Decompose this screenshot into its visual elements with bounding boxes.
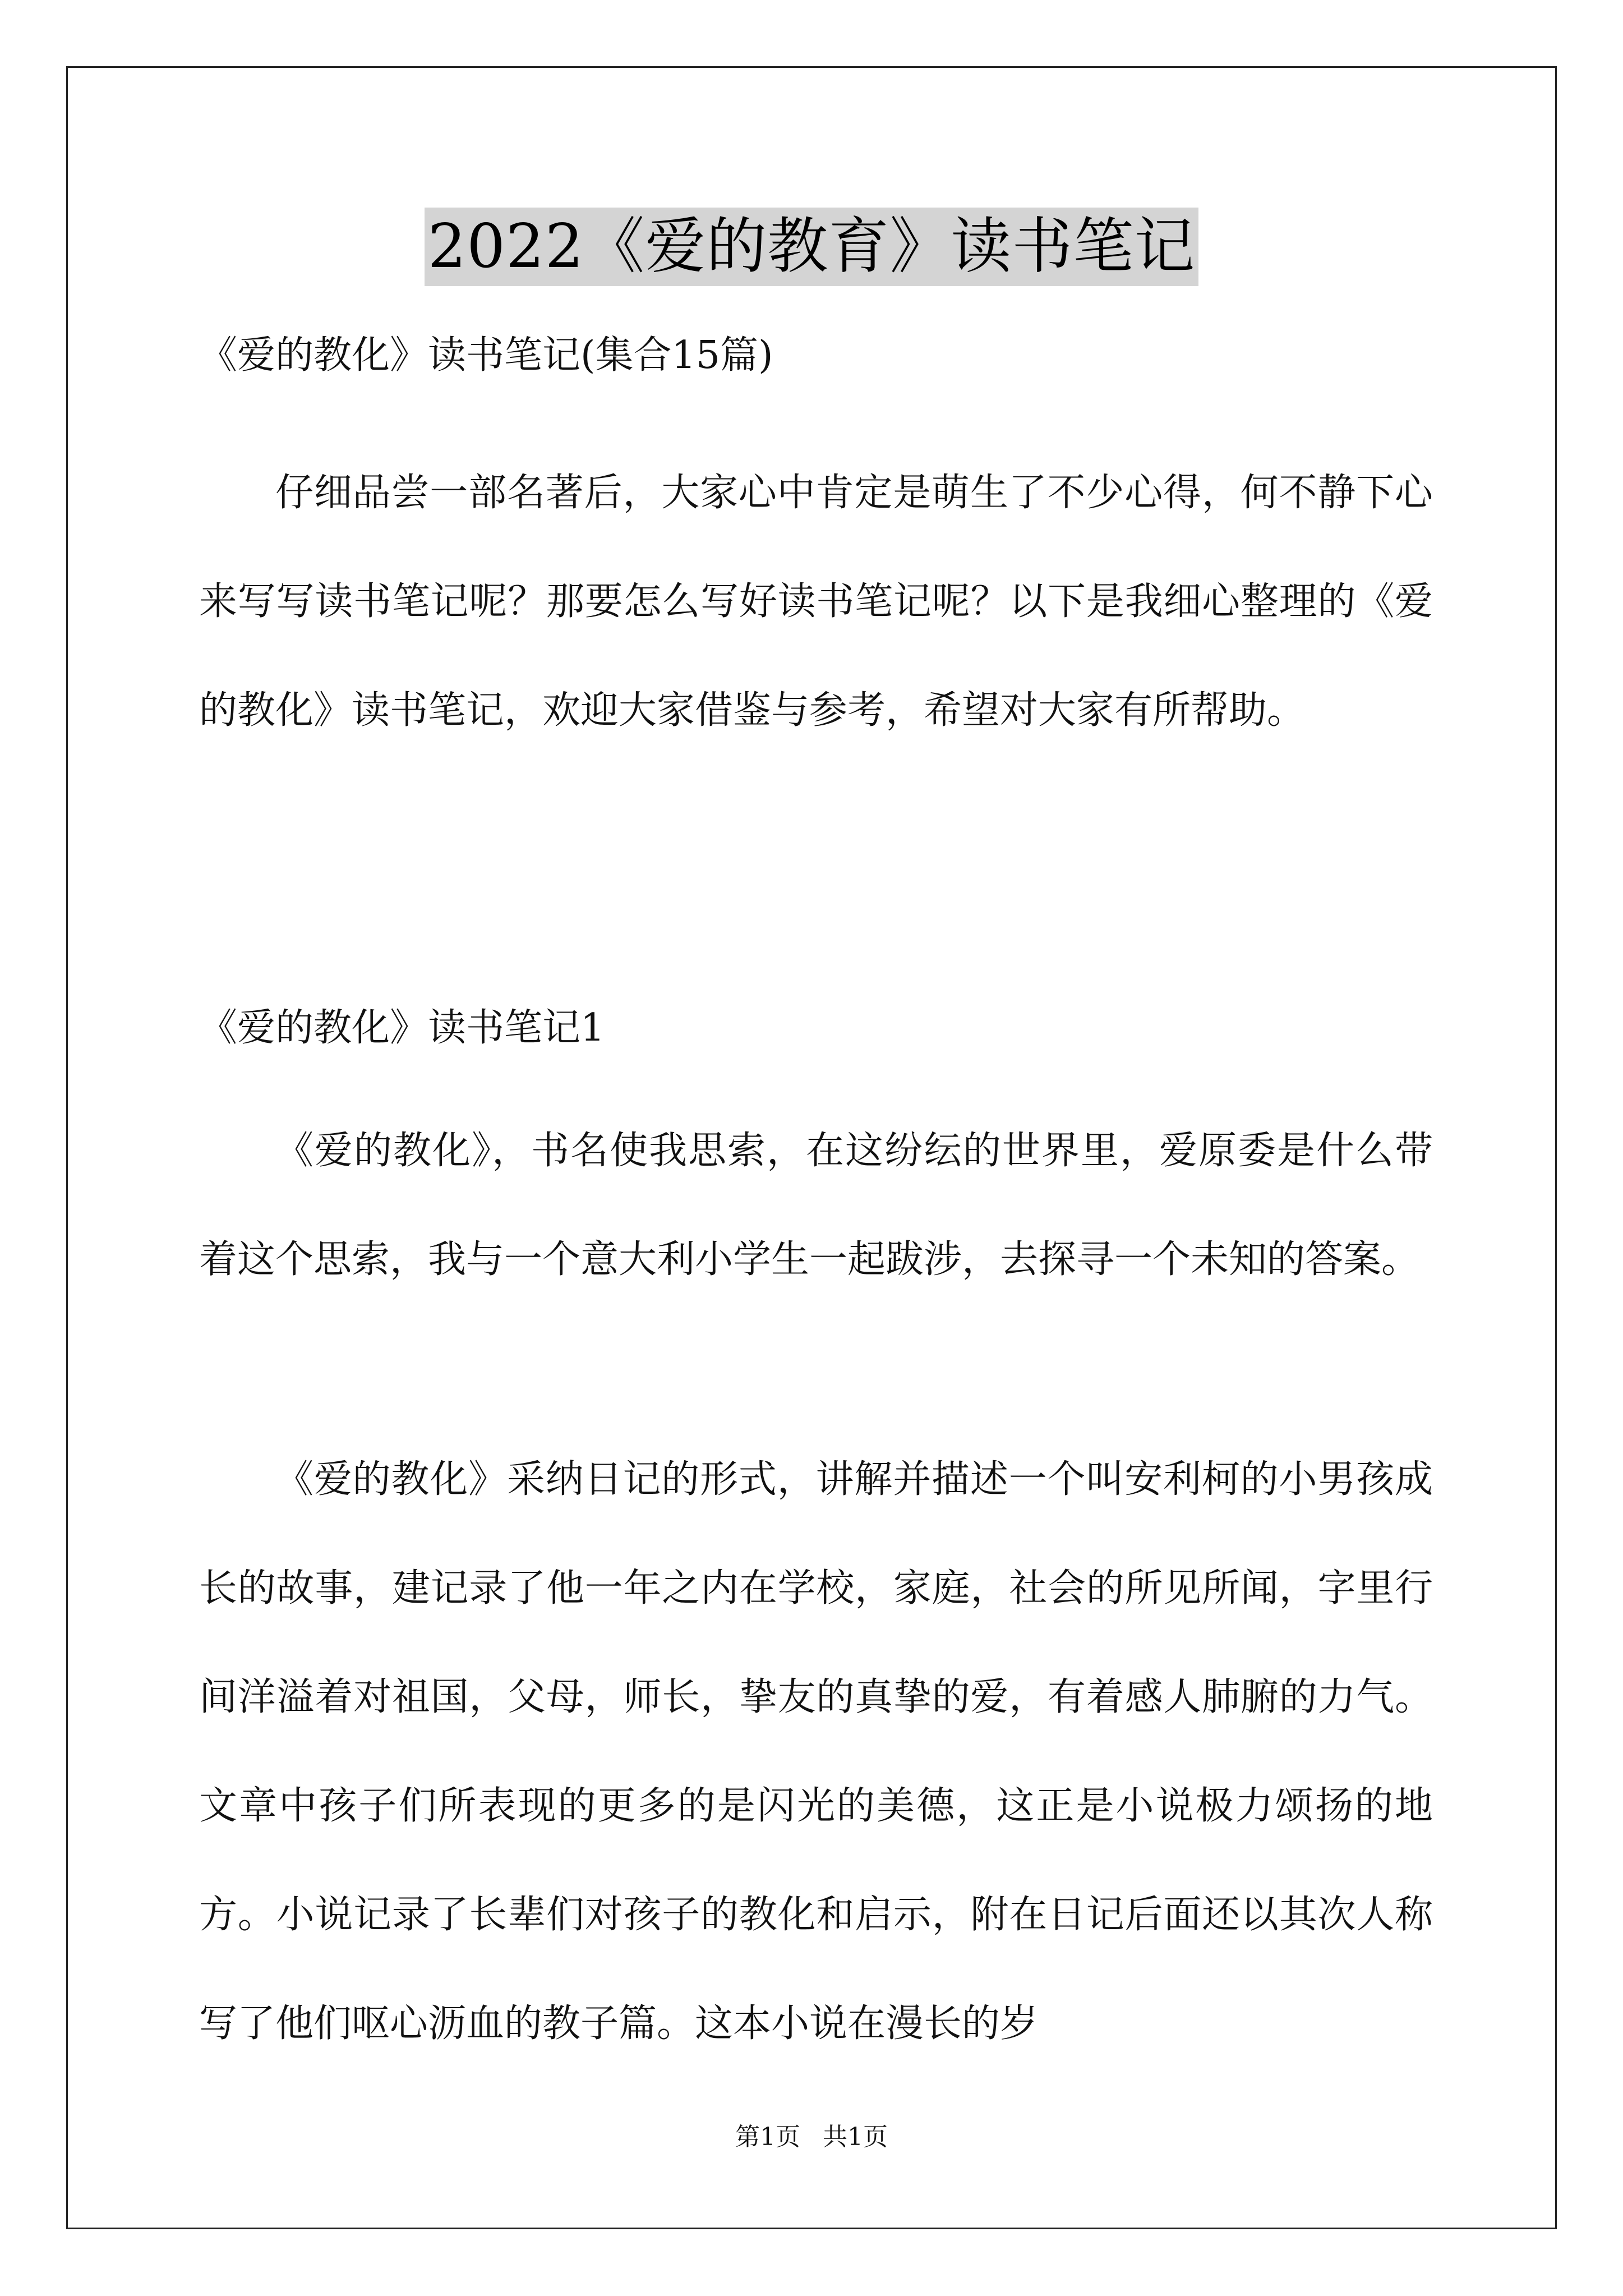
intro-paragraph: 仔细品尝一部名著后，大家心中肯定是萌生了不少心得，何不静下心来写写读书笔记呢？那要怎么写好读书笔记呢？以下是我细心整理的《爱的教化》读书笔记，欢迎大家借鉴与参考，希望对大家有所帮助。 [199,471,1433,733]
page-total: 共1页 [823,2123,888,2151]
note1-paragraph-1: 《爱的教化》，书名使我思索，在这纷纭的世界里，爱原委是什么带着这个思索，我与一个意大利小学生一起跋涉，去探寻一个未知的答案。 [199,1129,1433,1282]
note1-paragraph-2: 《爱的教化》采纳日记的形式，讲解并描述一个叫安利柯的小男孩成长的故事，建记录了他一年之内在学校，家庭，社会的所见所闻，字里行间洋溢着对祖国，父母，师长，挚友的真挚的爱，有着感人肺腑的力气。文章中孩子们所表现的更多的是闪光的美德，这正是小说极力颂扬的地方。小说记录了长辈们对孩子的教化和启示，附在日记后面还以其次人称写了他们呕心沥血的教子篇。这本小说在漫长的岁 [199,1457,1433,2046]
title-container [0,208,1623,286]
document-title: 2022《爱的教育》读书笔记 [425,208,1199,286]
note1-heading: 《爱的教化》读书笔记1 [199,1006,605,1050]
collection-heading: 《爱的教化》读书笔记(集合15篇) [199,333,773,378]
page-footer [0,2120,1623,2154]
page-number: 第1页 [735,2123,800,2151]
